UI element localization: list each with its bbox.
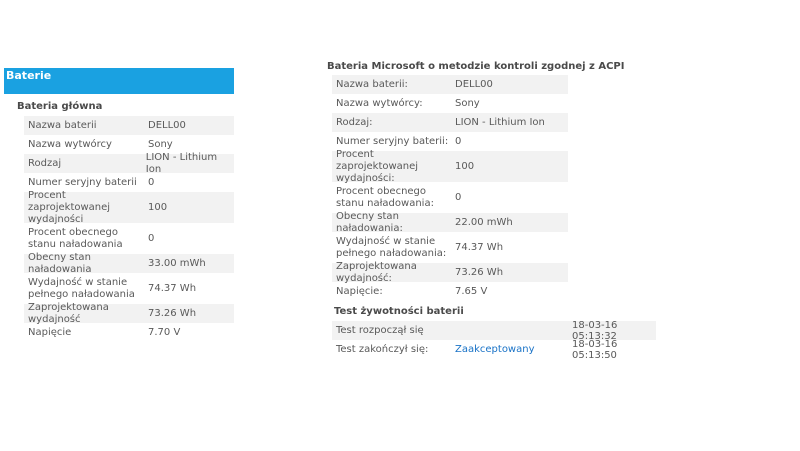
table-row: [24, 151, 234, 175]
batteries-panel: [4, 68, 234, 342]
main-battery-table: [24, 116, 234, 342]
row-value: 73.26 Wh: [455, 266, 504, 278]
row-label: Procent zaprojektowanej wydajności:: [336, 148, 419, 184]
row-label: Obecny stan naładowania: [28, 251, 92, 275]
row-value: 7.70 V: [148, 326, 181, 338]
acpi-battery-title: Bateria Microsoft o metodzie kontroli zgodnej z ACPI: [327, 61, 625, 72]
row-value: Sony: [455, 97, 480, 109]
table-row: [24, 116, 234, 135]
row-label: Obecny stan naładowania:: [336, 210, 403, 234]
row-label: Nazwa baterii:: [336, 78, 408, 90]
row-value: 74.37 Wh: [148, 282, 197, 294]
row-label: Numer seryjny baterii:: [336, 135, 449, 147]
battery-life-test-title: Test żywotności baterii: [334, 306, 464, 317]
table-row: [24, 223, 234, 254]
row-label: Wydajność w stanie pełnego naładowania:: [336, 235, 447, 259]
table-row: [332, 340, 656, 359]
row-value: 22.00 mWh: [455, 216, 513, 228]
row-value: 0: [148, 232, 155, 244]
table-row: [24, 251, 234, 275]
row-time: 18-03-16 05:13:50: [572, 338, 618, 361]
main-battery-title: Bateria główna: [17, 101, 103, 112]
row-value: DELL00: [148, 119, 186, 131]
row-time: 18-03-16 05:13:32: [572, 319, 618, 342]
batteries-header: Baterie: [4, 68, 234, 94]
row-label: Nazwa wytwórcy:: [336, 97, 423, 109]
row-label: Zaprojektowana wydajność: [28, 301, 109, 325]
row-label: Nazwa wytwórcy: [28, 138, 112, 150]
table-row: [332, 282, 568, 301]
table-row: [24, 323, 234, 342]
row-label: Numer seryjny baterii: [28, 176, 137, 188]
row-label: Procent obecnego stanu naładowania: [28, 226, 123, 250]
row-label: Wydajność w stanie pełnego naładowania: [28, 276, 135, 300]
row-label: Napięcie:: [336, 285, 383, 297]
acpi-battery-panel: [327, 60, 657, 359]
row-label: Zaprojektowana wydajność:: [336, 260, 417, 284]
row-value: 73.26 Wh: [148, 307, 197, 319]
row-value: LION - Lithium Ion: [455, 116, 545, 128]
row-value: 0: [148, 176, 155, 188]
test-status-link[interactable]: Zaakceptowany: [455, 344, 535, 355]
row-value: 100: [148, 201, 168, 213]
row-value: 0: [455, 135, 462, 147]
row-label: Procent zaprojektowanej wydajności: [28, 189, 111, 225]
table-row: [332, 182, 568, 213]
table-row: [332, 148, 568, 184]
table-row: [332, 75, 568, 94]
row-value: 7.65 V: [455, 285, 488, 297]
row-label: Nazwa baterii: [28, 119, 97, 131]
row-label: Rodzaj:: [336, 116, 373, 128]
row-value: DELL00: [455, 78, 493, 90]
row-value: 74.37 Wh: [455, 241, 504, 253]
row-label: Procent obecnego stanu naładowania:: [336, 185, 434, 209]
table-row: [332, 210, 568, 234]
table-row: [24, 189, 234, 225]
row-label: Test rozpoczął się: [336, 324, 424, 336]
row-value: 100: [455, 160, 475, 172]
row-value: 0: [455, 191, 462, 203]
row-value: 33.00 mWh: [148, 257, 206, 269]
row-value: LION - Lithium Ion: [145, 151, 218, 175]
table-row: [24, 273, 234, 304]
table-row: [332, 113, 568, 132]
table-row: [24, 301, 234, 325]
row-label: Test zakończył się:: [336, 343, 429, 355]
table-row: [332, 94, 568, 113]
table-row: [332, 260, 568, 284]
row-label: Napięcie: [28, 326, 72, 338]
table-row: [332, 232, 568, 263]
acpi-battery-table: [332, 75, 568, 301]
battery-life-test-table: [332, 321, 656, 359]
table-row: [332, 321, 656, 340]
row-label: Rodzaj: [28, 157, 62, 169]
row-value: Sony: [148, 138, 173, 150]
